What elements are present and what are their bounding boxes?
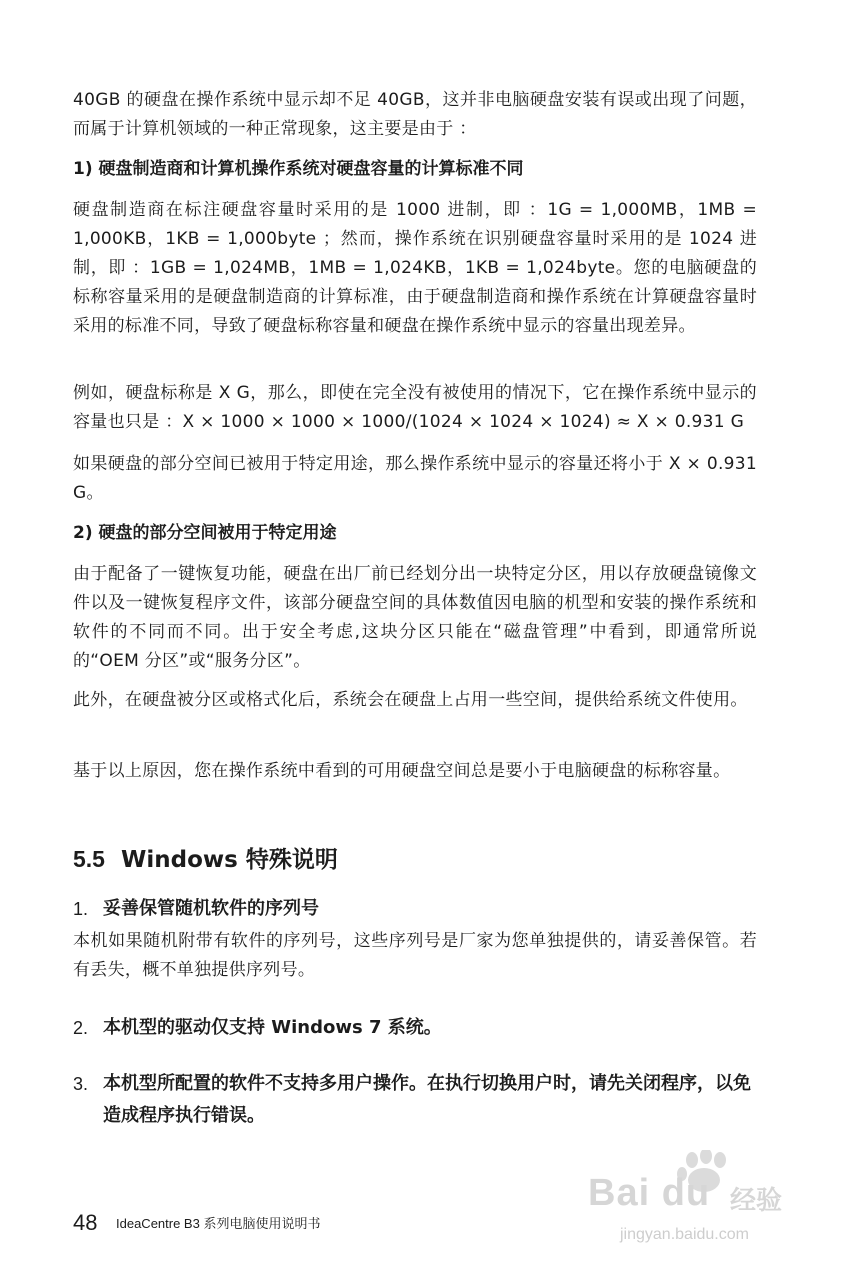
baidu-jingyan-watermark	[580, 1150, 810, 1270]
paragraph-special-use: 如果硬盘的部分空间已被用于特定用途，那么操作系统中显示的容量还将小于 X × 0.931 G。	[73, 454, 757, 503]
paragraph-recovery-partition: 由于配备了一键恢复功能，硬盘在出厂前已经划分出一块特定分区，用以存放硬盘镜像文件以及一键恢复程序文件，该部分硬盘空间的具体数值因电脑的机型和安装的操作系统和软件的不同而不同。出于安全考虑,这块分区只能在“磁盘管理”中看到，即通常所说的“OEM 分区”或“服务分区”。	[73, 564, 757, 671]
paragraph-calculation-standard: 硬盘制造商在标注硬盘容量时采用的是 1000 进制，即 ：1G = 1,000MB，1MB = 1,000KB，1KB = 1,000byte ；然而，操作系统在识别硬盘容量时采用的是 1024 进制，即 ：1GB = 1,024MB，1MB = 1,024KB，1KB = 1,024byte。您的电脑硬盘的标称容量采用的是硬盘制造商的计算标准，由于硬盘制造商和操作系统在计算硬盘容量时采用的标准不同，导致了硬盘标称容量和硬盘在操作系统中显示的容量出现差异。	[73, 200, 757, 336]
subheading-2: 2) 硬盘的部分空间被用于特定用途	[73, 523, 337, 543]
list-item-title: 本机型的驱动仅支持 Windows 7 系统。	[103, 1017, 442, 1038]
list-item-body: 本机如果随机附带有软件的序列号，这些序列号是厂家为您单独提供的，请妥善保管。若有丢失，概不单独提供序列号。	[73, 931, 757, 980]
list-item-title: 妥善保管随机软件的序列号	[103, 898, 319, 919]
list-item-number: 1.	[73, 899, 89, 919]
watermark-brand: Bai du	[588, 1172, 711, 1214]
list-item	[73, 1068, 763, 1132]
section-title: Windows 特殊说明	[121, 847, 338, 873]
section-number: 5.5	[73, 846, 105, 872]
list-item-title: 本机型所配置的软件不支持多用户操作。在执行切换用户时，请先关闭程序，以免造成程序执行错误。	[103, 1073, 751, 1126]
watermark-brand-cn: 经验	[730, 1186, 783, 1216]
paragraph-system-space: 此外，在硬盘被分区或格式化后，系统会在硬盘上占用一些空间，提供给系统文件使用。	[73, 690, 748, 710]
page-number: 48	[73, 1210, 98, 1235]
book-title: IdeaCentre B3 系列电脑使用说明书	[116, 1216, 321, 1231]
list-item	[73, 1012, 763, 1044]
watermark-url: jingyan.baidu.com	[620, 1226, 749, 1243]
list-item-number: 2.	[73, 1018, 89, 1038]
intro-paragraph: 40GB 的硬盘在操作系统中显示却不足 40GB，这并非电脑硬盘安装有误或出现了问题，而属于计算机领域的一种正常现象，这主要是由于 ：	[73, 90, 757, 139]
list-item-number: 3.	[73, 1074, 89, 1094]
section-heading	[73, 842, 338, 877]
subheading-1: 1) 硬盘制造商和计算机操作系统对硬盘容量的计算标准不同	[73, 159, 524, 179]
paragraph-conclusion: 基于以上原因，您在操作系统中看到的可用硬盘空间总是要小于电脑硬盘的标称容量。	[73, 761, 731, 781]
list-item	[73, 893, 763, 925]
paragraph-example: 例如，硬盘标称是 X G，那么，即使在完全没有被使用的情况下，它在操作系统中显示的容量也只是 ：X × 1000 × 1000 × 1000/(1024 × 1024 × 1024) ≈ X × 0.931 G	[73, 383, 757, 432]
